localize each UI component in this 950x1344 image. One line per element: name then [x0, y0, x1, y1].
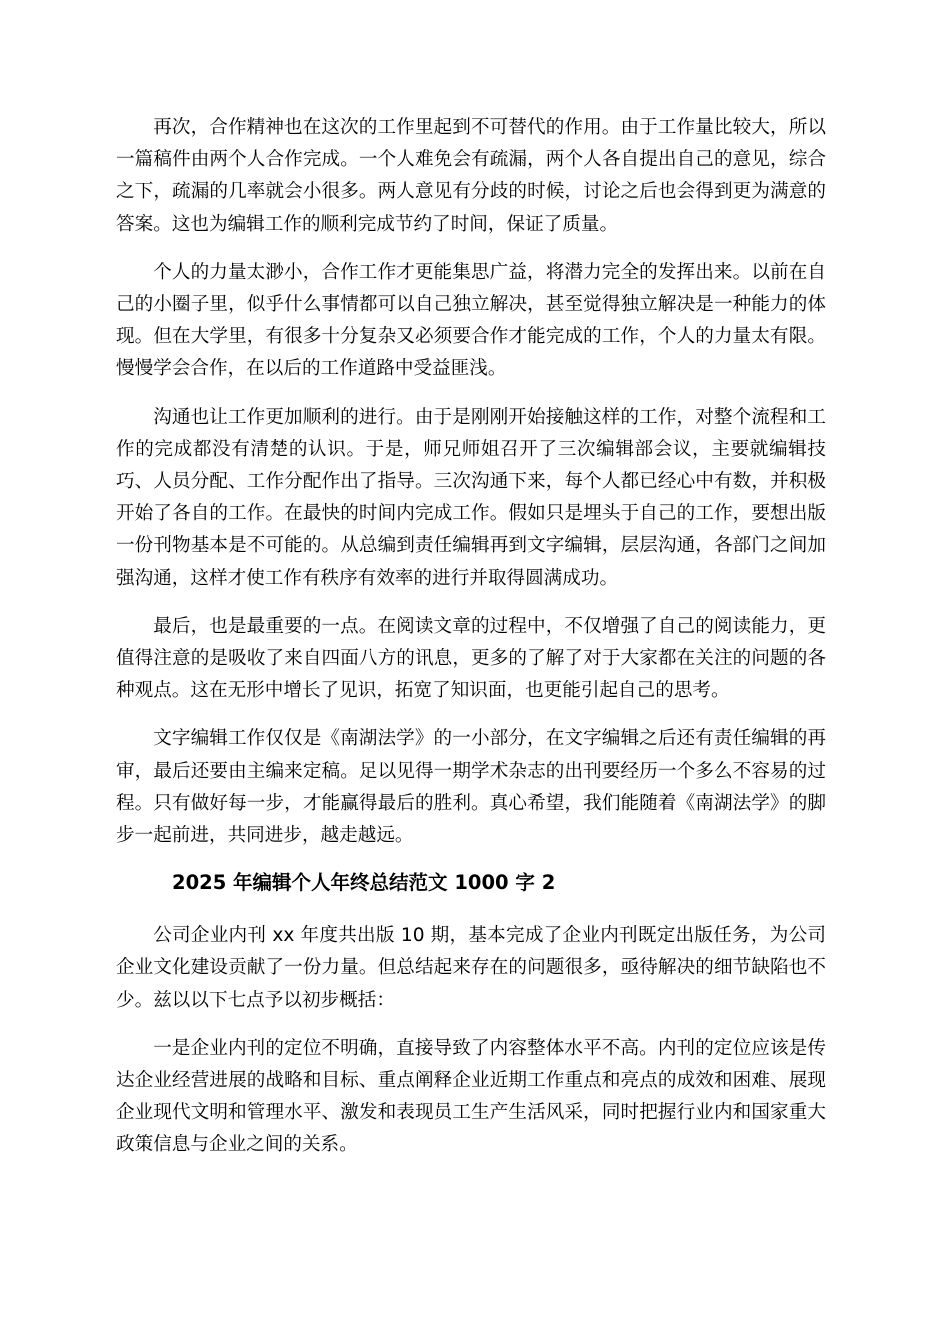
section-heading: 2025 年编辑个人年终总结范文 1000 字 2	[172, 871, 556, 895]
paragraph-overview: 公司企业内刊 xx 年度共出版 10 期，基本完成了企业内刊既定出版任务，为公司企业文化建设贡献了一份力量。但总结起来存在的问题很多，亟待解决的细节缺陷也不少。兹以以下七点予以初步概括：	[116, 925, 826, 1011]
paragraph-conclusion: 文字编辑工作仅仅是《南湖法学》的一小部分，在文字编辑之后还有责任编辑的再审，最后还要由主编来定稿。足以见得一期学术杂志的出刊要经历一个多么不容易的过程。只有做好每一步，才能赢得最后的胜利。真心希望，我们能随着《南湖法学》的脚步一起前进，共同进步，越走越远。	[116, 728, 826, 847]
paragraph-teamwork: 个人的力量太渺小，合作工作才更能集思广益，将潜力完全的发挥出来。以前在自己的小圈子里，似乎什么事情都可以自己独立解决，甚至觉得独立解决是一种能力的体现。但在大学里，有很多十分复杂又必须要合作才能完成的工作，个人的力量太有限。慢慢学会合作，在以后的工作道路中受益匪浅。	[116, 261, 826, 380]
paragraph-point-one: 一是企业内刊的定位不明确，直接导致了内容整体水平不高。内刊的定位应该是传达企业经营进展的战略和目标、重点阐释企业近期工作重点和亮点的成效和困难、展现企业现代文明和管理水平、激发和表现员工生产生活风采，同时把握行业内和国家重大政策信息与企业之间的关系。	[116, 1037, 826, 1156]
document-body	[116, 112, 826, 1178]
paragraph-cooperation: 再次，合作精神也在这次的工作里起到不可替代的作用。由于工作量比较大，所以一篇稿件由两个人合作完成。一个人难免会有疏漏，两个人各自提出自己的意见，综合之下，疏漏的几率就会小很多。两人意见有分歧的时候，讨论之后也会得到更为满意的答案。这也为编辑工作的顺利完成节约了时间，保证了质量。	[116, 117, 826, 235]
paragraph-reading: 最后，也是最重要的一点。在阅读文章的过程中，不仅增强了自己的阅读能力，更值得注意的是吸收了来自四面八方的讯息，更多的了解了对于大家都在关注的问题的各种观点。这在无形中增长了见识，拓宽了知识面，也更能引起自己的思考。	[116, 615, 826, 702]
paragraph-communication: 沟通也让工作更加顺利的进行。由于是刚刚开始接触这样的工作，对整个流程和工作的完成都没有清楚的认识。于是，师兄师姐召开了三次编辑部会议，主要就编辑技巧、人员分配、工作分配作出了指导。三次沟通下来，每个人都已经心中有数，并积极开始了各自的工作。在最快的时间内完成工作。假如只是埋头于自己的工作，要想出版一份刊物基本是不可能的。从总编到责任编辑再到文字编辑，层层沟通，各部门之间加强沟通，这样才使工作有秩序有效率的进行并取得圆满成功。	[116, 406, 826, 589]
